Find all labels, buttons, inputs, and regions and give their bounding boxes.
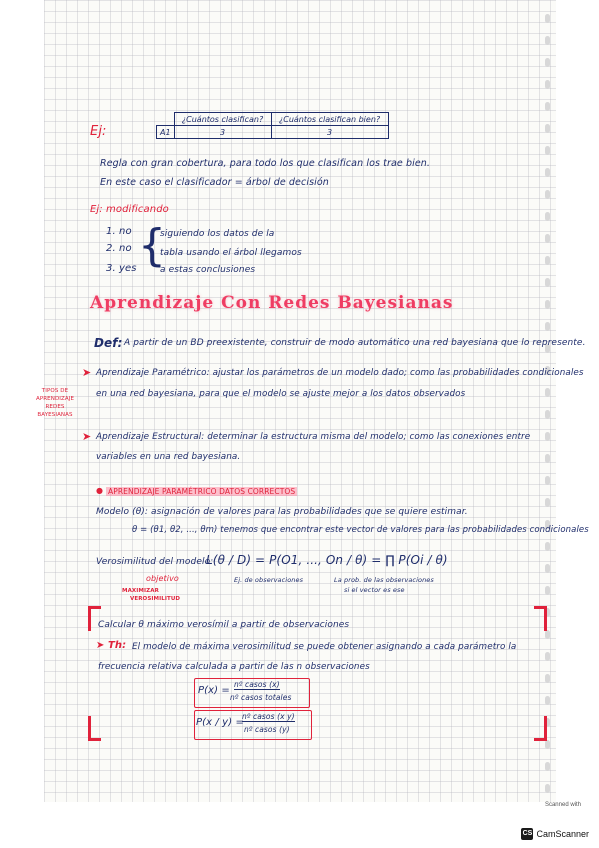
scanner-watermark <box>517 802 589 842</box>
example-label: Ej: <box>90 124 107 139</box>
binding-hole <box>545 498 550 507</box>
binding-hole <box>545 14 550 23</box>
binding-hole <box>545 652 550 661</box>
rule-line: En este caso el clasificador = árbol de decisión <box>100 177 329 188</box>
subheading: APRENDIZAJE PARAMÉTRICO DATOS CORRECTOS <box>108 487 296 496</box>
notebook-page <box>35 0 589 802</box>
def-text: A partir de un BD preexistente, construir de modo automático una red bayesiana que lo represente. <box>124 338 586 348</box>
bracket-bottom-right <box>534 716 547 741</box>
binding-hole <box>545 80 550 89</box>
modelo-line: θ = (θ1, θ2, ..., θm) tenemos que encontrar este vector de valores para las probabilidades condicionales <box>132 525 589 535</box>
struct-line: Aprendizaje Estructural: determinar la estructura misma del modelo; como las conexiones entre <box>96 432 531 442</box>
arrow-icon: ➤ <box>82 430 92 443</box>
th-line: frecuencia relativa calculada a partir de las n observaciones <box>98 662 370 672</box>
table-cell: 3 <box>271 126 388 139</box>
table-row-label: A1 <box>157 126 175 139</box>
margin-note: TIPOS DE <box>41 388 69 394</box>
list-item: 3. yes <box>106 263 137 274</box>
annotation: si el vector es ese <box>344 586 405 594</box>
binding-hole <box>545 674 550 683</box>
binding-hole <box>545 322 550 331</box>
watermark-logo <box>521 828 589 840</box>
binding-hole <box>545 454 550 463</box>
binding-hole <box>545 300 550 309</box>
param-line: en una red bayesiana, para que el modelo se ajuste mejor a los datos observados <box>96 389 466 399</box>
binding-hole <box>545 432 550 441</box>
arrow-icon: ➤ <box>96 640 105 651</box>
verosimilitud-label: Verosimilitud del modelo: <box>96 557 214 567</box>
bracket-bottom-left <box>88 716 101 741</box>
struct-line: variables en una red bayesiana. <box>96 452 241 462</box>
example-label: Ej: modificando <box>90 204 169 215</box>
brace: { <box>138 220 167 271</box>
table-cell: 3 <box>174 126 271 139</box>
binding-hole <box>545 542 550 551</box>
formula-num: nº casos (x y) <box>242 712 295 721</box>
bullet-icon: ● <box>96 486 104 495</box>
formula-num: nº casos (x) <box>234 680 280 689</box>
binding-hole <box>545 784 550 793</box>
margin-note: BAYESIANAS <box>37 412 73 418</box>
binding-hole <box>545 58 550 67</box>
table-corner <box>157 113 175 126</box>
binding-hole <box>545 146 550 155</box>
formula-lhs: P(x / y) = <box>196 717 244 728</box>
margin-note: APRENDIZAJE <box>35 396 75 402</box>
binding-hole <box>545 476 550 485</box>
binding-hole <box>545 256 550 265</box>
binding-hole <box>545 278 550 287</box>
binding-hole <box>545 586 550 595</box>
binding-hole <box>545 696 550 705</box>
annotation: objetivo <box>146 574 179 583</box>
binding-hole <box>545 190 550 199</box>
th-line: El modelo de máxima verosimilitud se puede obtener asignando a cada parámetro la <box>132 642 517 652</box>
table-header: ¿Cuántos clasifican? <box>174 113 271 126</box>
binding-hole <box>545 762 550 771</box>
likelihood-formula: L(θ / D) = P(O1, ..., On / θ) = ∏ P(Oi / θ) <box>206 553 448 567</box>
binding-hole <box>545 168 550 177</box>
th-label: Th: <box>108 640 127 651</box>
param-line: Aprendizaje Paramétrico: ajustar los parámetros de un modelo dado; como las probabilidades condicionales <box>96 368 584 378</box>
section-title: Aprendizaje Con Redes Bayesianas <box>90 293 454 313</box>
formula-lhs: P(x) = <box>198 685 230 696</box>
def-label: Def: <box>94 336 123 350</box>
binding-hole <box>545 102 550 111</box>
binding-hole <box>545 212 550 221</box>
binding-holes <box>544 0 550 802</box>
brace-text: tabla usando el árbol llegamos <box>160 248 302 258</box>
calcular-line: Calcular θ máximo verosímil a partir de observaciones <box>98 620 350 630</box>
annotation: Ej. de observaciones <box>234 576 304 584</box>
formula-den: nº casos totales <box>230 693 292 702</box>
binding-hole <box>545 36 550 45</box>
table-header: ¿Cuántos clasifican bien? <box>271 113 388 126</box>
modelo-line: Modelo (θ): asignación de valores para las probabilidades que se quiere estimar. <box>96 507 468 517</box>
watermark-caption: Scanned with <box>544 802 581 808</box>
list-item: 2. no <box>106 243 132 254</box>
binding-hole <box>545 740 550 749</box>
binding-hole <box>545 564 550 573</box>
camscanner-icon: CS <box>521 828 533 840</box>
formula-den: nº casos (y) <box>244 725 290 734</box>
binding-hole <box>545 410 550 419</box>
classification-table <box>156 112 389 139</box>
brace-text: a estas conclusiones <box>160 265 256 275</box>
annotation: MAXIMIZAR <box>122 588 159 594</box>
binding-hole <box>545 388 550 397</box>
bracket-top-right <box>534 606 547 631</box>
arrow-icon: ➤ <box>82 366 92 379</box>
binding-hole <box>545 630 550 639</box>
binding-hole <box>545 124 550 133</box>
binding-hole <box>545 234 550 243</box>
watermark-brand: CamScanner <box>536 829 589 839</box>
rule-line: Regla con gran cobertura, para todo los que clasifican los trae bien. <box>100 158 431 169</box>
list-item: 1. no <box>106 226 132 237</box>
annotation: VEROSIMILITUD <box>130 596 181 602</box>
annotation: La prob. de las observaciones <box>334 576 434 584</box>
margin-note: REDES <box>45 404 65 410</box>
brace-text: siguiendo los datos de la <box>160 229 275 239</box>
